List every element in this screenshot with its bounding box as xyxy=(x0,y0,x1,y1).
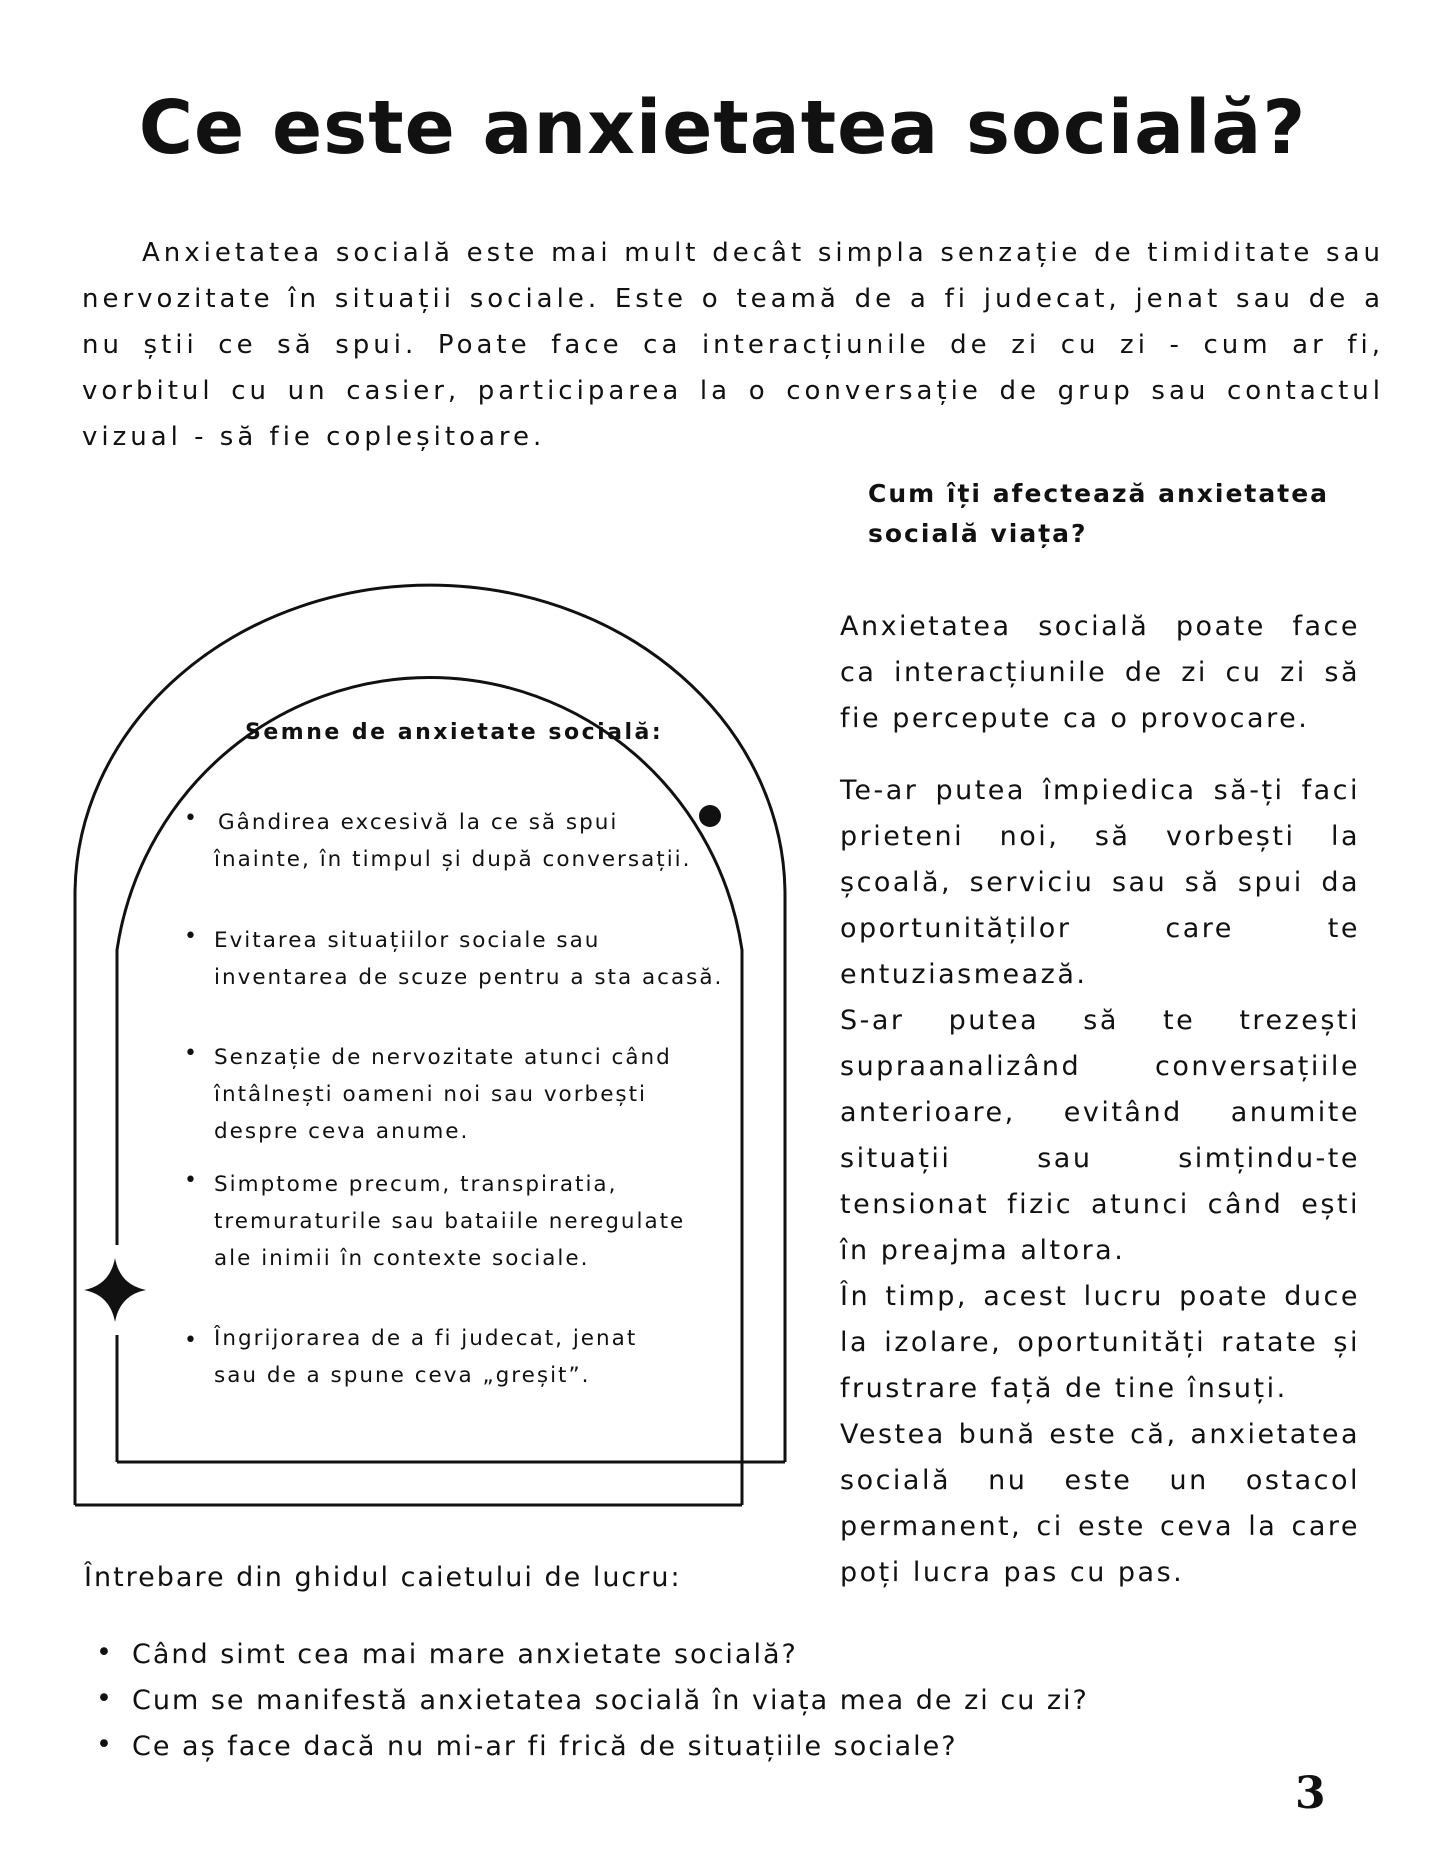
workbook-question-text: Cum se manifestă anxietatea socială în viața mea de zi cu zi? xyxy=(132,1685,1089,1716)
bullet-dot: • xyxy=(184,1041,199,1066)
impact-paragraph-3: S-ar putea să te trezești supraanalizând conversațiile anterioare, evitând anumite situații sau simțindu-te tensionat fizic atunci când ești în preajma altora. xyxy=(840,1005,1360,1266)
impact-paragraph-5: Vestea bună este că, anxietatea socială nu este un ostacol permanent, ci este ceva la care poți lucra pas cu pas. xyxy=(840,1419,1360,1588)
page-title: Ce este anxietatea socială? xyxy=(138,85,1307,171)
sign-item-1 xyxy=(184,804,754,878)
sign-item-4 xyxy=(184,1166,754,1277)
bullet-dot: • xyxy=(96,1729,114,1760)
workbook-question xyxy=(96,1632,1089,1678)
sign-item-5-line-2: sau de a spune ceva „greșit”. xyxy=(214,1363,591,1388)
sign-item-5-line-1: Îngrijorarea de a fi judecat, jenat xyxy=(214,1326,638,1351)
workbook-question-text: Când simt cea mai mare anxietate socială? xyxy=(132,1639,798,1670)
sign-item-4-line-1: Simptome precum, transpiratia, xyxy=(214,1172,618,1197)
workbook-question xyxy=(96,1678,1089,1724)
sign-item-1-line-2: înainte, în timpul și după conversații. xyxy=(214,847,692,872)
sign-item-1-line-1: Gândirea excesivă la ce să spui xyxy=(218,810,619,835)
sign-item-3 xyxy=(184,1039,754,1150)
page-number: 3 xyxy=(1295,1768,1326,1819)
intro-text: Anxietatea socială este mai mult decât simpla senzație de timiditate sau nervozitate în situații sociale. Este o teamă de a fi judecat, jenat sau de a nu știi ce să spui. Poate face ca interacțiunile de zi cu zi - cum ar fi, vorbitul cu un casier, participarea la o conversație de grup sau contactul vizual - să fie copleșitoare. xyxy=(82,238,1384,452)
sign-item-3-line-1: Senzație de nervozitate atunci când xyxy=(214,1045,672,1070)
sign-item-3-line-2: întâlnești oameni noi sau vorbești xyxy=(214,1082,648,1107)
sign-item-2-line-1: Evitarea situațiilor sociale sau xyxy=(214,928,601,953)
sign-item-3-line-3: despre ceva anume. xyxy=(214,1119,470,1144)
bullet-dot: • xyxy=(96,1637,114,1668)
bullet-dot: • xyxy=(96,1683,114,1714)
impact-paragraph-2: Te-ar putea împiedica să-ți faci prieteni noi, să vorbești la școală, serviciu sau să spui da oportunităților care te entuziasmează. xyxy=(840,775,1360,990)
four-point-star-icon xyxy=(84,1258,146,1322)
impact-paragraph-1: Anxietatea socială poate face ca interacțiunile de zi cu zi să fie percepute ca o provocare. xyxy=(840,611,1360,734)
workbook-question-intro: Întrebare din ghidul caietului de lucru: xyxy=(84,1562,682,1593)
signs-title: Semne de anxietate socială: xyxy=(245,720,664,745)
impact-paragraph-4: În timp, acest lucru poate duce la izolare, oportunități ratate și frustrare față de tine însuți. xyxy=(840,1281,1360,1404)
workbook-question xyxy=(96,1724,1089,1770)
sign-item-2 xyxy=(184,922,754,996)
bullet-dot: • xyxy=(184,924,199,949)
sign-item-4-line-3: ale inimii în contexte sociale. xyxy=(214,1246,590,1271)
bullet-dot: • xyxy=(184,1168,199,1193)
workbook-question-text: Ce aș face dacă nu mi-ar fi frică de situațiile sociale? xyxy=(132,1731,958,1762)
bullet-dot: • xyxy=(184,806,199,831)
sign-item-2-line-2: inventarea de scuze pentru a sta acasă. xyxy=(214,965,724,990)
sign-item-5 xyxy=(184,1320,754,1394)
workbook-question-list xyxy=(96,1632,1089,1770)
sign-item-4-line-2: tremuraturile sau bataiile neregulate xyxy=(214,1209,686,1234)
bullet-dot: • xyxy=(184,1328,199,1353)
impact-heading-line-2: socială viața? xyxy=(868,519,1088,548)
impact-heading-line-1: Cum îți afectează anxietatea xyxy=(868,479,1330,508)
